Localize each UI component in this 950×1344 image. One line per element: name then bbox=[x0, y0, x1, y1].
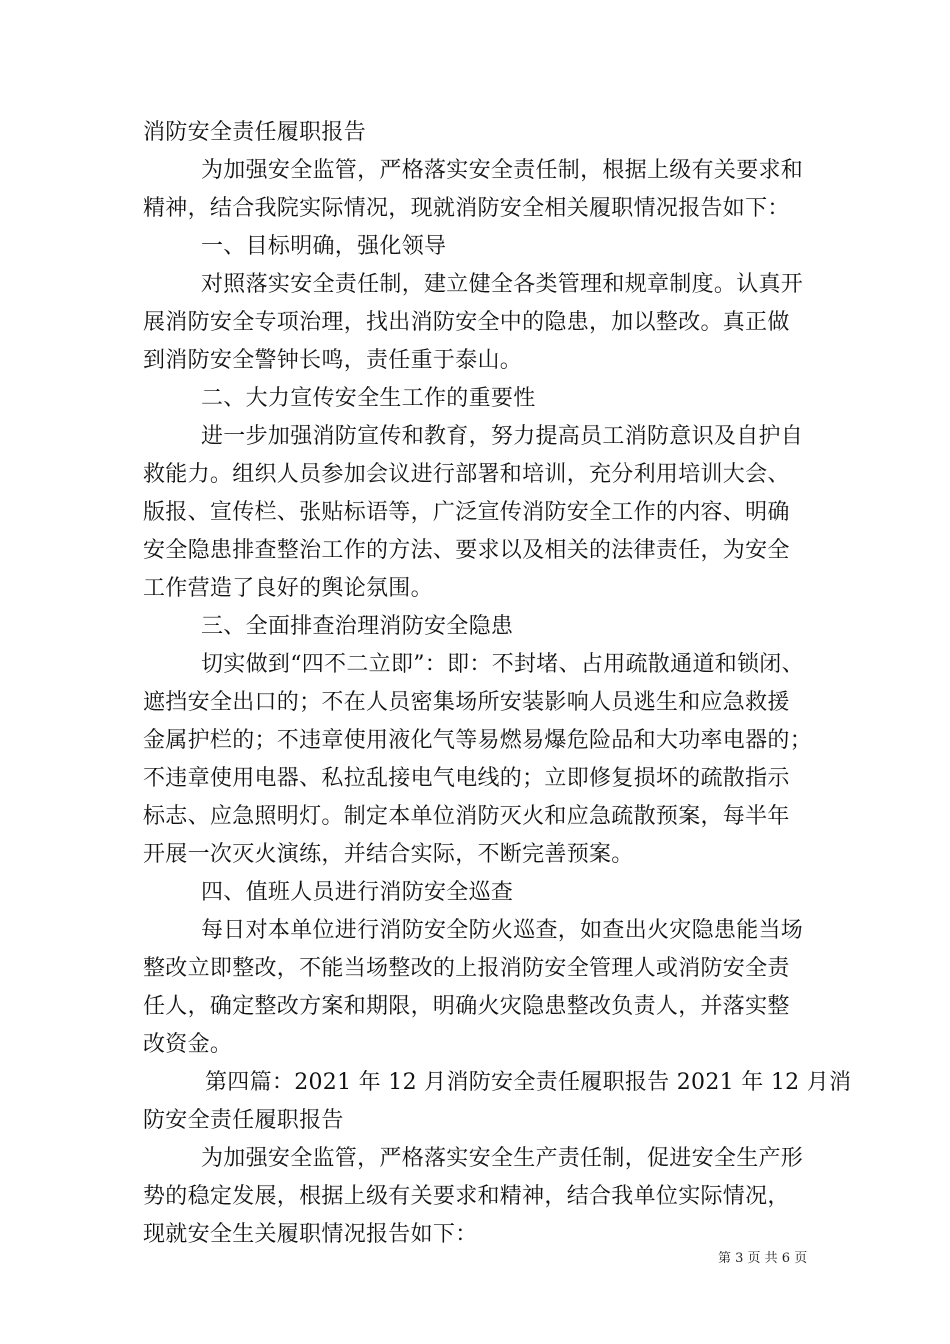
paragraph-line: 遮挡安全出口的；不在人员密集场所安装影响人员逃生和应急救援 bbox=[143, 690, 790, 715]
paragraph-line: 进一步加强消防宣传和教育，努力提高员工消防意识及自护自 bbox=[201, 424, 804, 449]
paragraph-line: 任人，确定整改方案和期限，明确火灾隐患整改负责人，并落实整 bbox=[143, 994, 790, 1019]
paragraph-line: 不违章使用电器、私拉乱接电气电线的；立即修复损坏的疏散指示 bbox=[143, 766, 790, 791]
document-title: 消防安全责任履职报告 bbox=[143, 120, 367, 145]
paragraph-line: 标志、应急照明灯。制定本单位消防灭火和应急疏散预案，每半年 bbox=[143, 804, 790, 829]
section-heading: 一、目标明确，强化领导 bbox=[201, 234, 447, 259]
paragraph-line: 版报、宣传栏、张贴标语等，广泛宣传消防安全工作的内容、明确 bbox=[143, 500, 790, 525]
paragraph-line: 势的稳定发展，根据上级有关要求和精神，结合我单位实际情况， bbox=[143, 1184, 790, 1209]
paragraph-line: 展消防安全专项治理，找出消防安全中的隐患，加以整改。真正做 bbox=[143, 310, 790, 335]
page-number: 第 3 页 共 6 页 bbox=[718, 1251, 808, 1266]
section-heading: 四、值班人员进行消防安全巡查 bbox=[201, 880, 514, 905]
paragraph-line: 到消防安全警钟长鸣，责任重于泰山。 bbox=[143, 348, 523, 373]
paragraph-line: 工作营造了良好的舆论氛围。 bbox=[143, 576, 433, 601]
paragraph-line: 为加强安全监管，严格落实安全生产责任制，促进安全生产形 bbox=[201, 1146, 804, 1171]
paragraph-line: 开展一次灭火演练，并结合实际，不断完善预案。 bbox=[143, 842, 634, 867]
paragraph-line: 每日对本单位进行消防安全防火巡查，如查出火灾隐患能当场 bbox=[201, 918, 804, 943]
section-heading: 二、大力宣传安全生工作的重要性 bbox=[201, 386, 536, 411]
paragraph-line: 为加强安全监管，严格落实安全责任制，根据上级有关要求和 bbox=[201, 158, 804, 183]
paragraph-line: 整改立即整改，不能当场整改的上报消防安全管理人或消防安全责 bbox=[143, 956, 790, 981]
paragraph-line: 现就安全生关履职情况报告如下： bbox=[143, 1222, 478, 1247]
paragraph-line: 对照落实安全责任制，建立健全各类管理和规章制度。认真开 bbox=[201, 272, 804, 297]
paragraph-line: 救能力。组织人员参加会议进行部署和培训，充分利用培训大会、 bbox=[143, 462, 790, 487]
chapter-heading-continued: 防安全责任履职报告 bbox=[143, 1108, 344, 1133]
paragraph-line: 精神，结合我院实际情况，现就消防安全相关履职情况报告如下： bbox=[143, 196, 790, 221]
paragraph-line: 金属护栏的；不违章使用液化气等易燃易爆危险品和大功率电器的； bbox=[143, 728, 813, 753]
paragraph-line: 改资金。 bbox=[143, 1032, 233, 1057]
paragraph-line: 切实做到“四不二立即”：即：不封堵、占用疏散通道和锁闭、 bbox=[201, 652, 804, 677]
section-heading: 三、全面排查治理消防安全隐患 bbox=[201, 614, 514, 639]
chapter-heading: 第四篇：2021 年 12 月消防安全责任履职报告 2021 年 12 月消 bbox=[205, 1070, 852, 1095]
paragraph-line: 安全隐患排查整治工作的方法、要求以及相关的法律责任，为安全 bbox=[143, 538, 790, 563]
